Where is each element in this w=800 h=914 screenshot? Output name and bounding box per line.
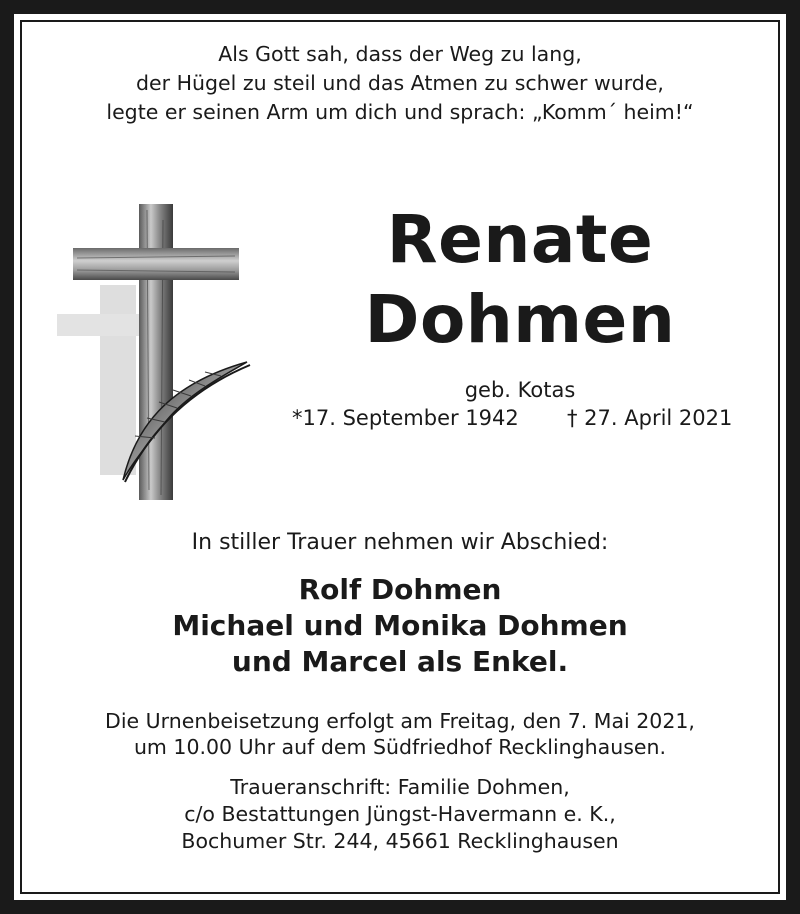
address-line: Bochumer Str. 244, 45661 Recklinghausen xyxy=(181,829,619,853)
cross-shadow-vertical xyxy=(100,285,136,475)
death-date: † 27. April 2021 xyxy=(567,406,733,430)
poem-line: der Hügel zu steil und das Atmen zu schwer wurde, xyxy=(136,71,664,95)
mourner-name: Michael und Monika Dohmen xyxy=(172,609,628,642)
funeral-details xyxy=(0,708,800,760)
cross-horizontal-beam xyxy=(73,248,239,280)
cross-with-palm-icon xyxy=(55,200,260,505)
mourners-list xyxy=(0,572,800,680)
deceased-name xyxy=(330,200,710,360)
deceased-last-name: Dohmen xyxy=(364,281,676,358)
mourner-name: und Marcel als Enkel. xyxy=(231,645,569,678)
poem-line: Als Gott sah, dass der Weg zu lang, xyxy=(218,42,582,66)
address-line: Traueranschrift: Familie Dohmen, xyxy=(230,775,570,799)
mourner-name: Rolf Dohmen xyxy=(298,573,502,606)
poem xyxy=(0,40,800,127)
birth-date: *17. September 1942 xyxy=(292,406,519,430)
poem-line: legte er seinen Arm um dich und sprach: „Komm´ heim!“ xyxy=(106,100,694,124)
condolence-address xyxy=(0,774,800,855)
mourning-intro: In stiller Trauer nehmen wir Abschied: xyxy=(191,530,609,555)
funeral-line: Die Urnenbeisetzung erfolgt am Freitag, den 7. Mai 2021, xyxy=(105,709,695,733)
deceased-first-name: Renate xyxy=(386,201,654,278)
address-line: c/o Bestattungen Jüngst-Havermann e. K., xyxy=(184,802,616,826)
birth-name: geb. Kotas xyxy=(464,378,576,402)
funeral-line: um 10.00 Uhr auf dem Südfriedhof Recklinghausen. xyxy=(133,735,667,759)
